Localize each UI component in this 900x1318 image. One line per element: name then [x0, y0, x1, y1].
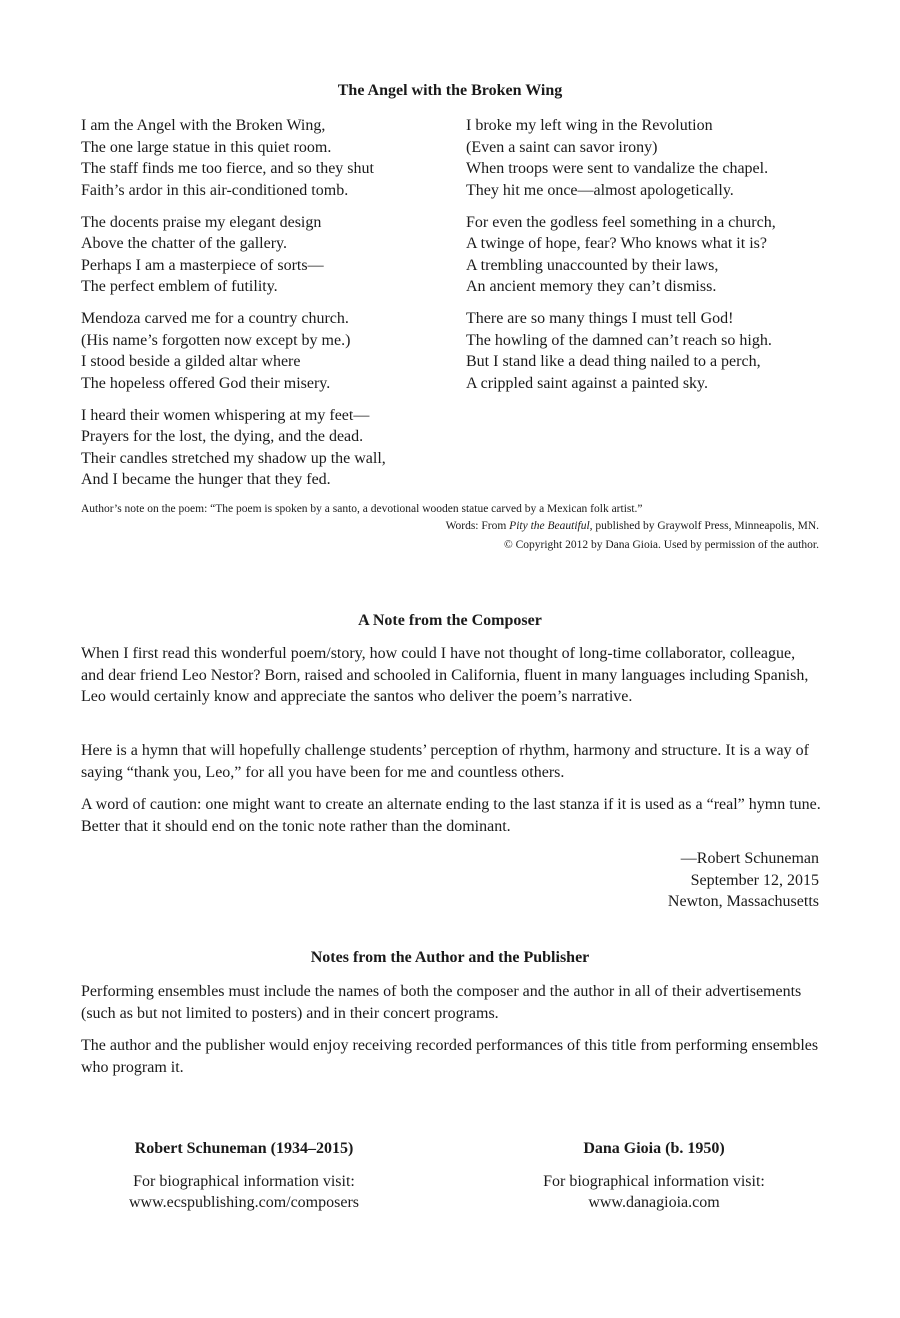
poem-line: I broke my left wing in the Revolution — [466, 117, 713, 134]
words-credit — [446, 517, 819, 535]
publisher-note-paragraph: Performing ensembles must include the names of both the composer and the author in all of their advertisements (such as but not limited to posters) and in their concert programs. — [81, 983, 802, 1022]
poem-line: The howling of the damned can’t reach so high. — [466, 331, 772, 349]
poem-line: I am the Angel with the Broken Wing, — [81, 117, 326, 134]
poem-line: There are so many things I must tell God! — [466, 310, 734, 327]
bio-info-label: For biographical information visit: — [543, 1172, 765, 1190]
poem-line: Faith’s ardor in this air-conditioned tomb. — [81, 181, 349, 199]
composer-signature — [668, 848, 819, 913]
bio-info-label: For biographical information visit: — [133, 1172, 355, 1190]
composer-note-paragraph: When I first read this wonderful poem/story, how could I have not thought of long-time collaborator, colleague, and dear friend Leo Nestor? Born, raised and schooled in California, fluent in many languages including Spanish, Leo would certainly know and appreciate the santos who deliver the poem’s narrative. — [81, 645, 809, 705]
poem-line: Perhaps I am a masterpiece of sorts— — [81, 256, 324, 274]
poem-line: When troops were sent to vandalize the chapel. — [466, 160, 769, 177]
poem-line: Above the chatter of the gallery. — [81, 235, 287, 252]
poem-line: A trembling unaccounted by their laws, — [466, 256, 719, 274]
composer-note-paragraph: Here is a hymn that will hopefully challenge students’ perception of rhythm, harmony and structure. It is a way of saying “thank you, Leo,” for all you have been for me and countless others. — [81, 742, 809, 781]
composer-note-paragraph: A word of caution: one might want to create an alternate ending to the last stanza if it is used as a “real” hymn tune. Better that it should end on the tonic note rather than the dominant. — [81, 796, 821, 835]
publisher-notes-title: Notes from the Author and the Publisher — [310, 949, 590, 966]
poem-line: The one large statue in this quiet room. — [81, 138, 332, 156]
author-website: www.danagioia.com — [588, 1194, 720, 1211]
book-title: Pity the Beautiful, — [509, 520, 593, 532]
signature-name: —Robert Schuneman — [680, 850, 819, 867]
poem-stanza — [466, 212, 836, 298]
poem-stanza — [81, 308, 451, 394]
publisher-note-paragraph: The author and the publisher would enjoy receiving recorded performances of this title from performing ensembles who program it. — [81, 1037, 819, 1076]
author-note: Author’s note on the poem: “The poem is spoken by a santo, a devotional wooden statue carved by a Mexican folk artist.” — [81, 503, 643, 515]
words-suffix: published by Graywolf Press, Minneapolis, MN. — [592, 520, 819, 532]
poem-line: The docents praise my elegant design — [81, 213, 322, 231]
poem-stanza — [466, 308, 836, 394]
poem-line: And I became the hunger that they fed. — [81, 471, 331, 488]
composer-bio — [79, 1138, 409, 1214]
signature-date: September 12, 2015 — [690, 871, 819, 889]
words-prefix: Words: From — [445, 520, 510, 532]
poem-line: I heard their women whispering at my feet— — [81, 406, 370, 424]
poem-right-column — [466, 115, 836, 405]
signature-place: Newton, Massachusetts — [667, 893, 819, 910]
author-bio — [489, 1138, 819, 1214]
poem-line: For even the godless feel something in a church, — [466, 213, 776, 231]
poem-stanza — [81, 115, 451, 201]
poem-line: But I stand like a dead thing nailed to a perch, — [466, 353, 761, 370]
poem-line: Mendoza carved me for a country church. — [81, 310, 349, 327]
poem-line: They hit me once—almost apologetically. — [466, 181, 734, 199]
poem-line: The hopeless offered God their misery. — [81, 374, 331, 392]
poem-stanza — [81, 405, 451, 491]
poem-left-column — [81, 115, 451, 501]
poem-line: Their candles stretched my shadow up the wall, — [81, 449, 386, 467]
composer-name: Robert Schuneman (1934–2015) — [134, 1140, 354, 1157]
poem-title: The Angel with the Broken Wing — [337, 82, 563, 99]
author-name: Dana Gioia (b. 1950) — [583, 1140, 725, 1157]
poem-line: The perfect emblem of futility. — [81, 278, 278, 295]
poem-line: An ancient memory they can’t dismiss. — [466, 278, 717, 295]
poem-line: (His name’s forgotten now except by me.) — [81, 331, 351, 349]
composer-website: www.ecspublishing.com/composers — [128, 1194, 360, 1211]
copyright-notice: © Copyright 2012 by Dana Gioia. Used by permission of the author. — [503, 539, 819, 551]
poem-line: The staff finds me too fierce, and so they shut — [81, 160, 374, 177]
poem-stanza — [81, 212, 451, 298]
poem-line: A crippled saint against a painted sky. — [466, 374, 709, 392]
poem-line: Prayers for the lost, the dying, and the dead. — [81, 428, 364, 445]
poem-line: (Even a saint can savor irony) — [466, 138, 658, 156]
poem-line: A twinge of hope, fear? Who knows what it is? — [466, 235, 767, 252]
poem-stanza — [466, 115, 836, 201]
poem-line: I stood beside a gilded altar where — [81, 353, 301, 370]
composer-note-title: A Note from the Composer — [358, 612, 542, 629]
